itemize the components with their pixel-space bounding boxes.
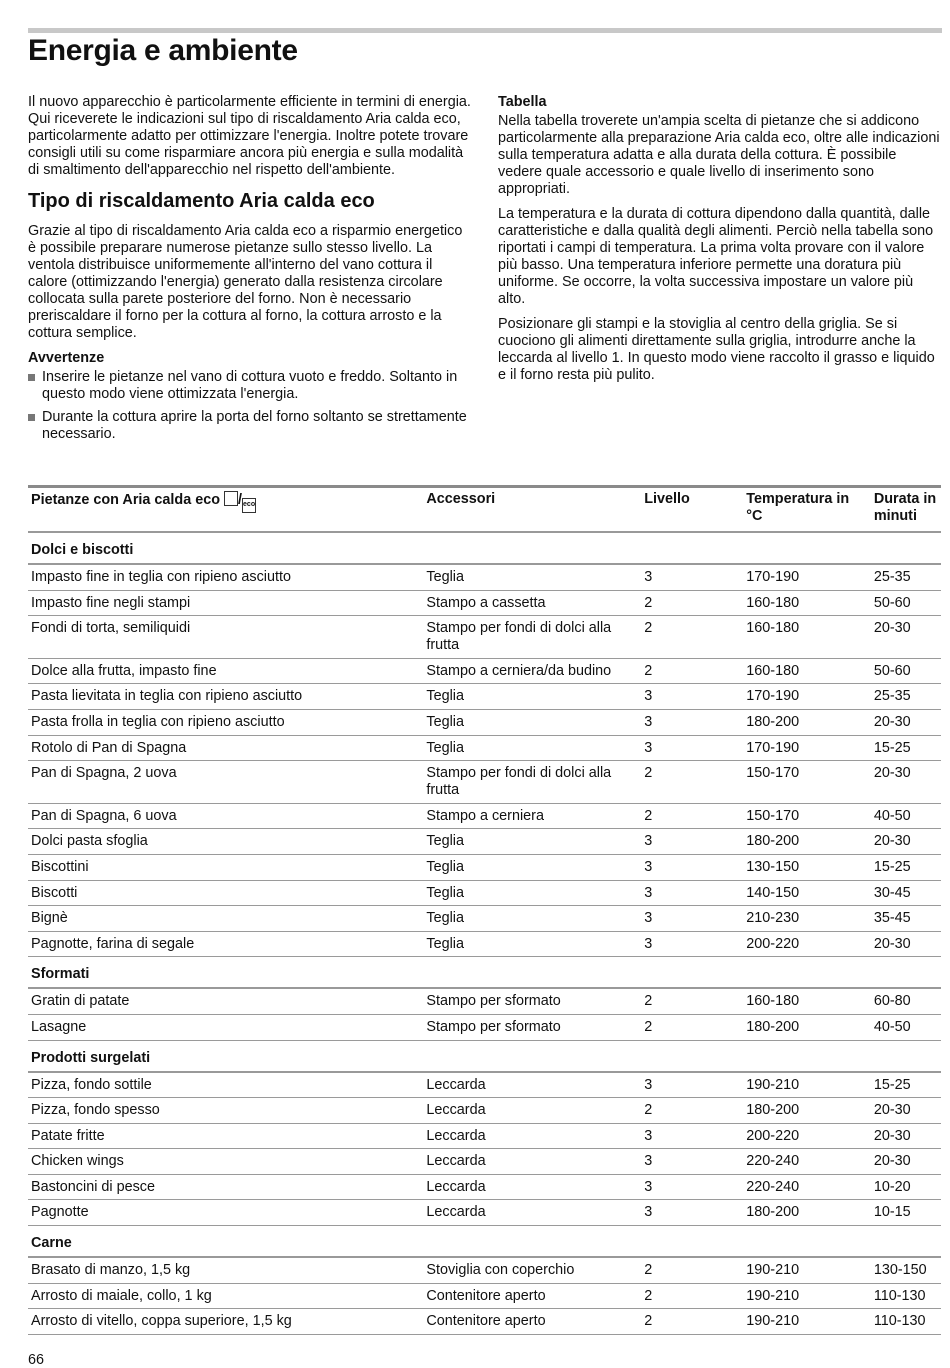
cell-level: 3 [641,1200,743,1226]
cell-duration: 25-35 [871,564,941,590]
cell-level: 2 [641,616,743,659]
table-row [28,829,941,855]
cell-dish: Arrosto di vitello, coppa superiore, 1,5 kg [28,1309,423,1335]
table-row [28,761,941,804]
cell-temperature: 160-180 [743,616,871,659]
header-accessories: Accessori [423,487,641,533]
page-number: 66 [28,1352,45,1368]
table-row [28,709,941,735]
cell-temperature: 180-200 [743,709,871,735]
cell-level: 3 [641,931,743,957]
cell-dish: Pan di Spagna, 2 uova [28,761,423,804]
table-row [28,1283,941,1309]
cooking-table [28,485,941,1335]
cell-temperature: 180-200 [743,829,871,855]
cell-duration: 60-80 [871,988,941,1014]
cell-accessory: Teglia [423,854,641,880]
tabella-paragraph: La temperatura e la durata di cottura dipendono dalla quantità, dalle caratteristiche e dalla qualità degli alimenti. Perciò nella tabella sono riportati i campi di temperatura. La prima volta provare con il valore più basso. Una temperatura inferiore permette una doratura più uniforme. Se occorre, la volta successiva impostare un valore più alto. [498,206,934,307]
square-bullet-icon [28,414,35,421]
table-row [28,1098,941,1124]
cell-duration: 15-25 [871,735,941,761]
cell-level: 2 [641,658,743,684]
category-row [28,1226,941,1258]
cell-duration: 110-130 [871,1309,941,1335]
header-dish-label: Pietanze con Aria calda eco [31,492,221,508]
cell-accessory: Stampo per sformato [423,988,641,1014]
cell-dish: Pan di Spagna, 6 uova [28,803,423,829]
cell-temperature: 150-170 [743,761,871,804]
header-temperature: Temperatura in °C [743,487,871,533]
cell-temperature: 140-150 [743,880,871,906]
table-row [28,1174,941,1200]
cell-level: 3 [641,735,743,761]
cell-dish: Pasta frolla in teglia con ripieno asciutto [28,709,423,735]
cell-accessory: Teglia [423,709,641,735]
cell-accessory: Teglia [423,564,641,590]
warning-text: Durante la cottura aprire la porta del forno soltanto se strettamente necessario. [42,409,467,442]
table-row [28,803,941,829]
table-row [28,1257,941,1283]
cell-dish: Arrosto di maiale, collo, 1 kg [28,1283,423,1309]
cell-accessory: Stampo a cerniera/da budino [423,658,641,684]
cell-temperature: 190-210 [743,1309,871,1335]
cell-temperature: 160-180 [743,988,871,1014]
cell-dish: Biscotti [28,880,423,906]
cell-duration: 20-30 [871,1098,941,1124]
cell-accessory: Contenitore aperto [423,1309,641,1335]
cell-duration: 130-150 [871,1257,941,1283]
cell-duration: 50-60 [871,658,941,684]
table-row [28,735,941,761]
cell-accessory: Leccarda [423,1149,641,1175]
cell-duration: 20-30 [871,709,941,735]
category-row [28,1040,941,1072]
table-row [28,616,941,659]
warnings-list [28,369,473,443]
cell-temperature: 130-150 [743,854,871,880]
cell-dish: Biscottini [28,854,423,880]
cell-dish: Pizza, fondo sottile [28,1072,423,1098]
cell-accessory: Contenitore aperto [423,1283,641,1309]
cell-accessory: Teglia [423,880,641,906]
cell-duration: 110-130 [871,1283,941,1309]
cell-dish: Fondi di torta, semiliquidi [28,616,423,659]
cell-temperature: 200-220 [743,1123,871,1149]
page-title: Energia e ambiente [28,34,298,67]
table-row [28,1072,941,1098]
cell-level: 2 [641,761,743,804]
category-label: Dolci e biscotti [28,532,941,564]
cell-accessory: Teglia [423,931,641,957]
cell-level: 2 [641,590,743,616]
cell-dish: Bignè [28,906,423,932]
cell-accessory: Stampo per fondi di dolci alla frutta [423,761,641,804]
category-label: Carne [28,1226,941,1258]
cell-level: 3 [641,709,743,735]
cell-accessory: Leccarda [423,1200,641,1226]
cell-accessory: Teglia [423,906,641,932]
cell-accessory: Leccarda [423,1174,641,1200]
cell-dish: Brasato di manzo, 1,5 kg [28,1257,423,1283]
cell-accessory: Leccarda [423,1098,641,1124]
header-dish [28,487,423,533]
cell-level: 3 [641,854,743,880]
square-bullet-icon [28,374,35,381]
cell-level: 3 [641,829,743,855]
tabella-paragraph: Nella tabella troverete un'ampia scelta di pietanze che si addicono particolarmente alla preparazione Aria calda eco, oltre alle indicazioni sulla temperatura adatta e alla durata della cottura. È possibile vedere quale accessorio e quale livello di inserimento sono appropriati. [498,113,940,197]
cell-temperature: 190-210 [743,1072,871,1098]
cell-duration: 20-30 [871,761,941,804]
cell-temperature: 190-210 [743,1283,871,1309]
cell-accessory: Stoviglia con coperchio [423,1257,641,1283]
cell-temperature: 210-230 [743,906,871,932]
warnings-heading: Avvertenze [28,350,105,366]
cell-duration: 10-15 [871,1200,941,1226]
warning-text: Inserire le pietanze nel vano di cottura vuoto e freddo. Soltanto in questo modo viene ottimizzata l'energia. [42,369,458,402]
section-body: Grazie al tipo di riscaldamento Aria calda eco a risparmio energetico è possibile preparare numerose pietanze sullo stesso livello. La ventola distribuisce uniformemente all'interno del vano cottura il calore (ottimizzando l'energia) generato dalla resistenza circolare collocata sulla parete posteriore del forno. Non è necessario preriscaldare il forno per la cottura al forno, la cottura arrosto e la cottura semplice. [28,223,463,341]
header-level: Livello [641,487,743,533]
cell-dish: Patate fritte [28,1123,423,1149]
cell-temperature: 180-200 [743,1014,871,1040]
cell-accessory: Teglia [423,684,641,710]
cell-dish: Pagnotte [28,1200,423,1226]
table-row [28,1309,941,1335]
cell-temperature: 200-220 [743,931,871,957]
table-row [28,906,941,932]
cell-level: 3 [641,564,743,590]
cell-level: 3 [641,880,743,906]
tabella-heading: Tabella [498,94,547,110]
cell-dish: Pagnotte, farina di segale [28,931,423,957]
cell-duration: 10-20 [871,1174,941,1200]
table-row [28,854,941,880]
cell-duration: 15-25 [871,854,941,880]
header-rule [28,28,942,33]
cell-accessory: Leccarda [423,1123,641,1149]
cell-duration: 15-25 [871,1072,941,1098]
cell-level: 2 [641,1283,743,1309]
cell-duration: 50-60 [871,590,941,616]
category-row [28,532,941,564]
category-label: Sformati [28,957,941,989]
cell-level: 3 [641,1072,743,1098]
cell-level: 3 [641,1123,743,1149]
cell-duration: 25-35 [871,684,941,710]
cell-temperature: 150-170 [743,803,871,829]
cell-dish: Bastoncini di pesce [28,1174,423,1200]
cell-dish: Dolci pasta sfoglia [28,829,423,855]
cell-accessory: Stampo a cerniera [423,803,641,829]
cell-duration: 40-50 [871,803,941,829]
cell-temperature: 160-180 [743,590,871,616]
table-header-row [28,487,941,533]
cell-temperature: 190-210 [743,1257,871,1283]
cell-level: 2 [641,1309,743,1335]
cell-accessory: Leccarda [423,1072,641,1098]
table-body [28,532,941,1334]
cell-level: 2 [641,1014,743,1040]
cell-duration: 20-30 [871,616,941,659]
intro-paragraph: Il nuovo apparecchio è particolarmente efficiente in termini di energia. Qui riceverete le indicazioni sul tipo di riscaldamento Aria calda eco, particolarmente adatto per ottimizzare l'energia. Inoltre potete trovare consigli utili su come risparmiare ancora più energia e sulla modalità di smaltimento dell'apparecchio nel rispetto dell'ambiente. [28,94,471,178]
cell-level: 2 [641,803,743,829]
cell-temperature: 160-180 [743,658,871,684]
left-column [28,94,473,449]
table-row [28,931,941,957]
cell-dish: Chicken wings [28,1149,423,1175]
warning-item [28,369,473,403]
table-row [28,880,941,906]
cell-temperature: 170-190 [743,564,871,590]
cell-level: 3 [641,684,743,710]
hot-air-icon [224,491,238,506]
cell-dish: Pasta lievitata in teglia con ripieno asciutto [28,684,423,710]
table-row [28,564,941,590]
section-heading: Tipo di riscaldamento Aria calda eco [28,190,375,212]
cell-duration: 30-45 [871,880,941,906]
cell-duration: 20-30 [871,1149,941,1175]
cell-accessory: Teglia [423,829,641,855]
right-column [498,94,942,392]
table-row [28,1014,941,1040]
tabella-paragraph: Posizionare gli stampi e la stoviglia al centro della griglia. Se si cuociono gli alimenti direttamente sulla griglia, introdurre anche la leccarda al livello 1. In questo modo viene raccolto il grasso e liquido e il forno resta più pulito. [498,316,935,383]
cell-accessory: Stampo a cassetta [423,590,641,616]
cell-level: 2 [641,1098,743,1124]
cell-duration: 20-30 [871,931,941,957]
category-label: Prodotti surgelati [28,1040,941,1072]
table-row [28,988,941,1014]
cell-temperature: 170-190 [743,735,871,761]
cell-dish: Pizza, fondo spesso [28,1098,423,1124]
cell-dish: Gratin di patate [28,988,423,1014]
cell-duration: 40-50 [871,1014,941,1040]
cell-accessory: Stampo per sformato [423,1014,641,1040]
category-row [28,957,941,989]
cell-duration: 20-30 [871,829,941,855]
cell-dish: Impasto fine negli stampi [28,590,423,616]
cell-temperature: 220-240 [743,1174,871,1200]
cell-accessory: Stampo per fondi di dolci alla frutta [423,616,641,659]
cell-duration: 35-45 [871,906,941,932]
warning-item [28,409,473,443]
cell-dish: Impasto fine in teglia con ripieno asciutto [28,564,423,590]
cell-level: 2 [641,988,743,1014]
cell-temperature: 180-200 [743,1098,871,1124]
cell-dish: Dolce alla frutta, impasto fine [28,658,423,684]
cell-dish: Rotolo di Pan di Spagna [28,735,423,761]
cell-accessory: Teglia [423,735,641,761]
table-row [28,658,941,684]
cell-temperature: 220-240 [743,1149,871,1175]
cell-temperature: 180-200 [743,1200,871,1226]
header-duration: Durata in minuti [871,487,941,533]
cell-duration: 20-30 [871,1123,941,1149]
table-row [28,1200,941,1226]
icon-separator: / [238,492,243,508]
table-row [28,684,941,710]
table-row [28,1123,941,1149]
cell-dish: Lasagne [28,1014,423,1040]
cell-level: 3 [641,906,743,932]
hot-air-eco-icon: eco [242,498,256,513]
cell-level: 3 [641,1149,743,1175]
table-row [28,590,941,616]
cell-level: 3 [641,1174,743,1200]
cell-temperature: 170-190 [743,684,871,710]
cell-level: 2 [641,1257,743,1283]
table-row [28,1149,941,1175]
